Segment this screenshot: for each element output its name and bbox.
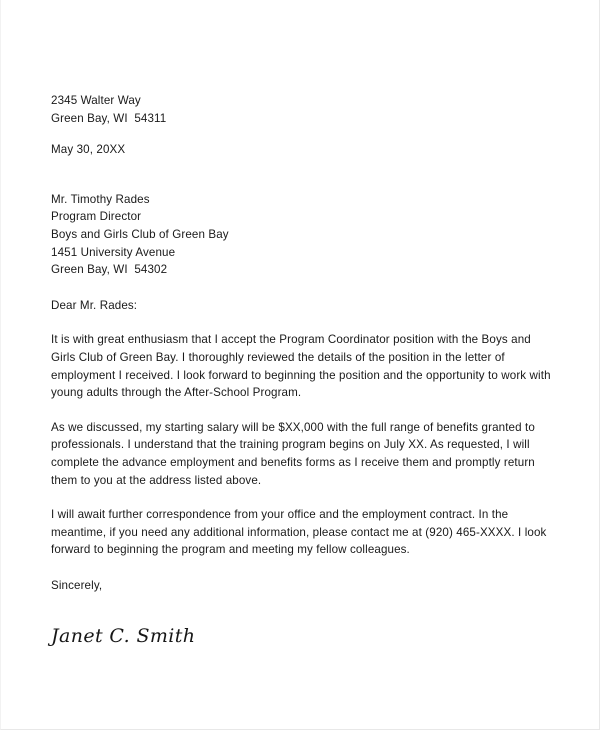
spacer [51, 314, 555, 331]
recipient-name: Mr. Timothy Rades [51, 192, 150, 206]
closing-salutation: Sincerely, [51, 578, 103, 592]
salutation: Dear Mr. Rades: [51, 298, 138, 312]
letter-body [51, 92, 555, 667]
sender-address-line: Green Bay, WI 54311 [51, 111, 167, 125]
spacer [51, 159, 555, 191]
spacer [51, 559, 555, 577]
spacer [51, 279, 555, 297]
spacer [51, 402, 555, 419]
recipient-street: 1451 University Avenue [51, 245, 176, 259]
spacer [51, 489, 555, 506]
recipient-address [51, 191, 555, 279]
sender-address [51, 92, 555, 127]
recipient-city-state-zip: Green Bay, WI 54302 [51, 263, 168, 277]
body-paragraph-1: It is with great enthusiasm that I accept the Program Coordinator position with the Boys and Girls Club of Green Bay. I thoroughly reviewed the details of the position in the letter of employment I received. I look forward to beginning the position and the opportunity to work with young adults through the After-School Program. [51, 333, 551, 400]
recipient-title: Program Director [51, 210, 142, 224]
spacer [51, 127, 555, 141]
recipient-organization: Boys and Girls Club of Green Bay [51, 227, 229, 241]
body-paragraph-2: As we discussed, my starting salary will be $XX,000 with the full range of benefits granted to professionals. I understand that the training program begins on July XX. As requested, I will complete the advance employment and benefits forms as I receive them and promptly return them to you at the address listed above. [51, 420, 535, 487]
letter-date [51, 141, 555, 159]
spacer [51, 594, 555, 605]
sender-address-line: 2345 Walter Way [51, 94, 141, 107]
date-text: May 30, 20XX [51, 143, 126, 157]
body-paragraph-3: I will await further correspondence from your office and the employment contract. In the meantime, if you need any additional information, please contact me at (920) 465-XXXX. I look forward to beginning the program and meeting my fellow colleagues. [51, 508, 547, 557]
signature: Janet C. Smith [51, 625, 196, 648]
